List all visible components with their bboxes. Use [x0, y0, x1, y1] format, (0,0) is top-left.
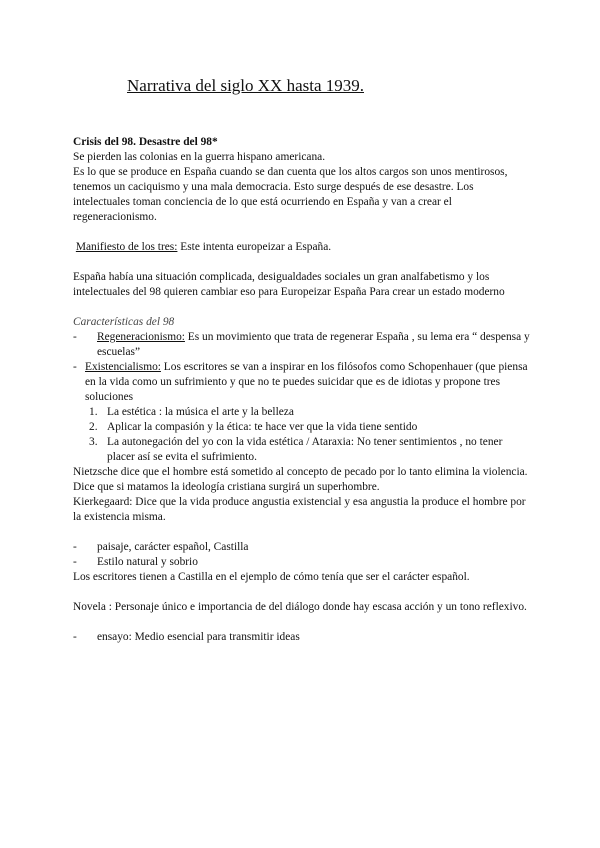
item-number: 3.: [89, 436, 98, 448]
numbered-item: [73, 435, 533, 465]
list-item-paisaje: [73, 540, 533, 555]
castilla-paragraph: Los escritores tienen a Castilla en el ejemplo de cómo tenía que ser el carácter español.: [73, 571, 470, 583]
item-text: La autonegación del yo con la vida estética / Ataraxia: No tener sentimientos , no tener placer así se evita el sufrimiento.: [107, 436, 503, 463]
item-text: ensayo: Medio esencial para transmitir ideas: [97, 631, 300, 643]
manifiesto-line: [73, 240, 533, 255]
kierkegaard-paragraph: Kierkegaard: Dice que la vida produce angustia existencial y esa angustia la produce el hombre por la existencia misma.: [73, 496, 526, 523]
item-number: 2.: [89, 421, 98, 433]
list-item-ensayo: [73, 630, 533, 645]
numbered-item: [73, 420, 533, 435]
manifiesto-text: Este intenta europeizar a España.: [177, 241, 332, 253]
novela-paragraph: Novela : Personaje único e importancia de del diálogo donde hay escasa acción y un tono reflexivo.: [73, 601, 527, 613]
item-text: La estética : la música el arte y la belleza: [107, 406, 294, 418]
item-text: Estilo natural y sobrio: [97, 556, 198, 568]
crisis-line: Se pierden las colonias en la guerra hispano americana.: [73, 151, 326, 163]
nietzsche-paragraph: Nietzsche dice que el hombre está sometido al concepto de pecado por lo tanto elimina la violencia. Dice que si matamos la ideología cristiana surgirá un superhombre.: [73, 466, 528, 493]
item-text: paisaje, carácter español, Castilla: [97, 541, 249, 553]
item-text: Los escritores se van a inspirar en los filósofos como Schopenhauer (que piensa en la vida como un sufrimiento y que no te puedes suicidar que es de idiotas y propone tres soluciones: [85, 361, 528, 403]
item-number: 1.: [89, 406, 98, 418]
bullet-dash: -: [73, 541, 77, 553]
crisis-heading: Crisis del 98. Desastre del 98*: [73, 136, 218, 148]
espana-paragraph: España había una situación complicada, desigualdades sociales un gran analfabetismo y los intelectuales del 98 quieren cambiar eso para Europeizar España Para crear un estado moderno: [73, 271, 505, 298]
item-label: Regeneracionismo:: [97, 331, 185, 343]
bullet-dash: -: [73, 631, 77, 643]
bullet-dash: -: [73, 361, 77, 373]
list-item-estilo: [73, 555, 533, 570]
list-item-regeneracionismo: [73, 330, 533, 360]
caracteristicas-heading: Características del 98: [73, 316, 175, 328]
item-label: Existencialismo:: [85, 361, 161, 373]
list-item-existencialismo: [73, 360, 533, 405]
manifiesto-label: Manifiesto de los tres:: [75, 241, 178, 253]
document-body: [73, 135, 533, 645]
page-title: Narrativa del siglo XX hasta 1939.: [127, 76, 364, 95]
item-text: Es un movimiento que trata de regenerar España , su lema era “ despensa y escuelas”: [97, 331, 530, 358]
crisis-paragraph: Es lo que se produce en España cuando se dan cuenta que los altos cargos son unos mentirosos, tenemos un caciquismo y una mala democracia. Esto surge después de ese desastre. Los intelectuales toman conciencia de lo que está ocurriendo en España y van a crear el regeneracionismo.: [73, 166, 508, 223]
bullet-dash: -: [73, 331, 77, 343]
item-text: Aplicar la compasión y la ética: te hace ver que la vida tiene sentido: [107, 421, 418, 433]
bullet-dash: -: [73, 556, 77, 568]
numbered-item: [73, 405, 533, 420]
